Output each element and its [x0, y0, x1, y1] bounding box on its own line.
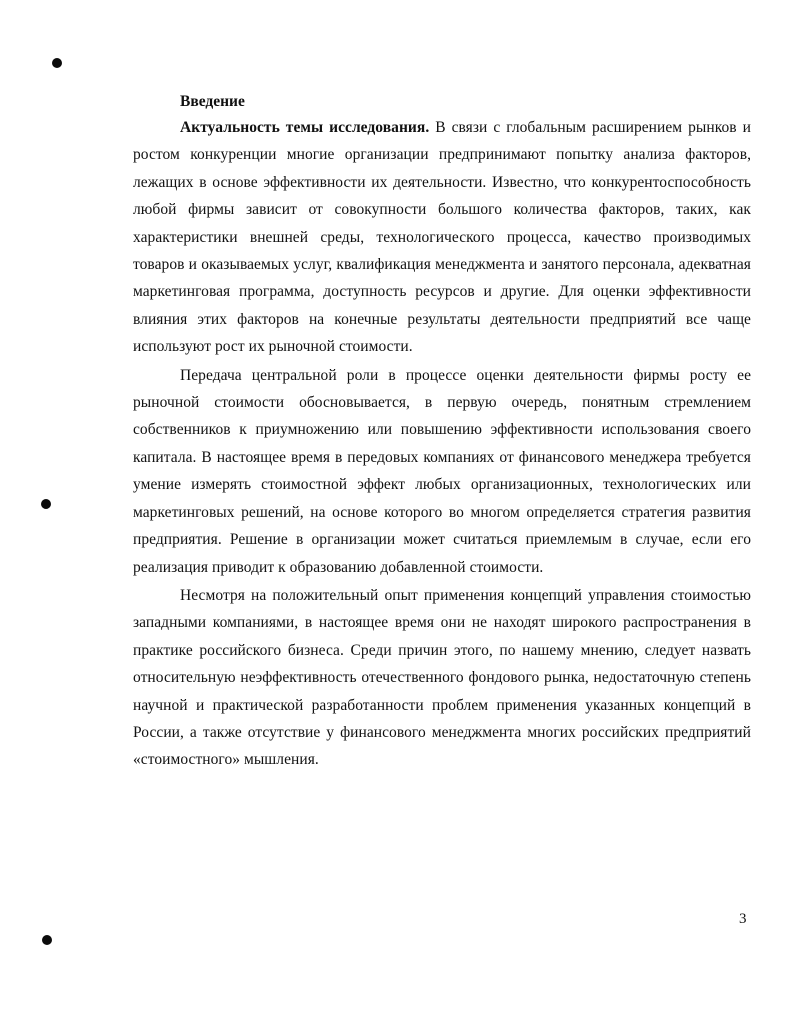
paragraph-russian-practice: Несмотря на положительный опыт применения концепций управления стоимостью западными компаниями, в настоящее время они не находят широкого распространения в практике российского бизнеса. Среди причин этого, по нашему мнению, следует назвать относительную неэффективность отечественного фондового рынка, недостаточную степень научной и практической разработанности проблем применения указанных концепций в России, а также отсутствие у финансового менеджмента многих российских предприятий «стоимостного» мышления. [133, 586, 751, 769]
binding-hole-middle [41, 499, 51, 509]
paragraph-market-value: Передача центральной роли в процессе оценки деятельности фирмы росту ее рыночной стоимости обосновывается, в первую очередь, понятным стремлением собственников к приумножению или повышению эффективности использования своего капитала. В настоящее время в передовых компаниях от финансового менеджера требуется умение измерять стоимостной эффект любых организационных, технологических или маркетинговых решений, на основе которого во многом определяется стратегия развития предприятия. Решение в организации может считаться приемлемым в случае, если его реализация приводит к образованию добавленной стоимости. [133, 366, 751, 576]
page-content [133, 90, 751, 775]
binding-hole-bottom [42, 935, 52, 945]
binding-hole-top [52, 58, 62, 68]
section-heading: Введение [180, 93, 245, 110]
paragraph-relevance [133, 114, 751, 361]
paragraph-lead: Актуальность темы исследования. [180, 119, 430, 136]
page-number: 3 [739, 911, 747, 927]
paragraph-text: В связи с глобальным расширением рынков и ростом конкуренции многие организации предпринимают попытку анализа факторов, лежащих в основе эффективности их деятельности. Известно, что конкурентоспособность любой фирмы зависит от совокупности большого количества факторов, таких, как характеристики внешней среды, технологического процесса, качество производимых товаров и оказываемых услуг, квалификация менеджмента и занятого персонала, адекватная маркетинговая программа, доступность ресурсов и другие. Для оценки эффективности влияния этих факторов на конечные результаты деятельности предприятий все чаще используют рост их рыночной стоимости. [133, 119, 751, 356]
